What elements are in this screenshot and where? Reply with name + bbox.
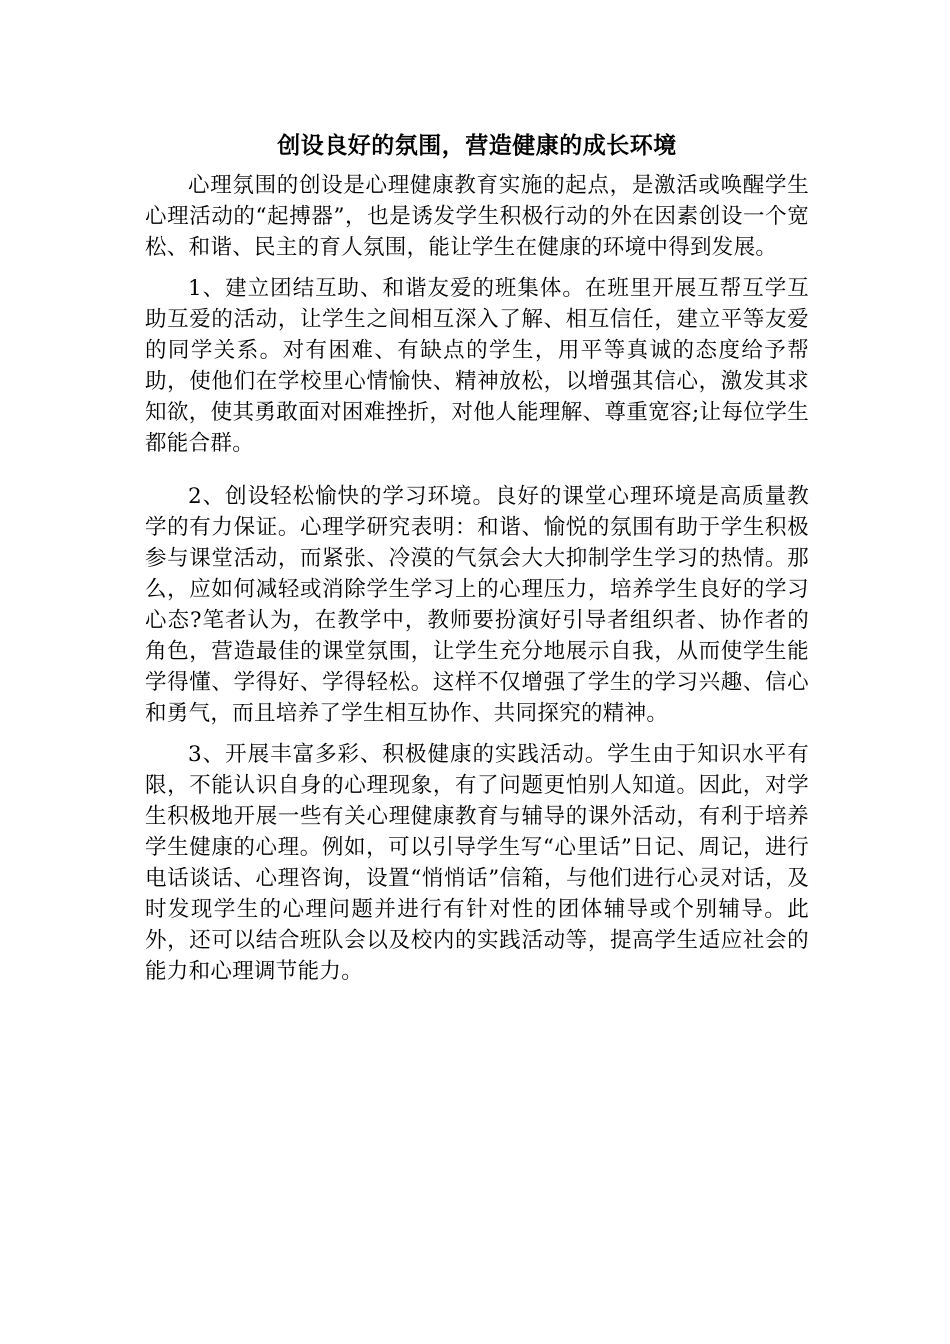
paragraph-2-learning-environment: 2、创设轻松愉快的学习环境。良好的课堂心理环境是高质量教学的有力保证。心理学研究表明：和谐、愉悦的氛围有助于学生积极参与课堂活动，而紧张、冷漠的气氛会大大抑制学生学习的热情。那么，应如何减轻或消除学生学习上的心理压力，培养学生良好的学习心态?笔者认为，在教学中，教师要扮演好引导者组织者、协作者的角色，营造最佳的课堂氛围，让学生充分地展示自我，从而使学生能学得懂、学得好、学得轻松。这样不仅增强了学生的学习兴趣、信心和勇气，而且培养了学生相互协作、共同探究的精神。 bbox=[145, 484, 809, 726]
document-page bbox=[145, 128, 809, 987]
paragraph-1-class-collective: 1、建立团结互助、和谐友爱的班集体。在班里开展互帮互学互助互爱的活动，让学生之间相互深入了解、相互信任，建立平等友爱的同学关系。对有困难、有缺点的学生，用平等真诚的态度给予帮助，使他们在学校里心情愉快、精神放松，以增强其信心，激发其求知欲，使其勇敢面对困难挫折，对他人能理解、尊重宽容;让每位学生都能合群。 bbox=[145, 276, 809, 456]
document-title: 创设良好的氛围，营造健康的成长环境 bbox=[277, 132, 677, 159]
paragraph-3-practice-activities: 3、开展丰富多彩、积极健康的实践活动。学生由于知识水平有限，不能认识自身的心理现象，有了问题更怕别人知道。因此，对学生积极地开展一些有关心理健康教育与辅导的课外活动，有利于培养学生健康的心理。例如，可以引导学生写“心里话”日记、周记，进行电话谈话、心理咨询，设置“悄悄话”信箱，与他们进行心灵对话，及时发现学生的心理问题并进行有针对性的团体辅导或个别辅导。此外，还可以结合班队会以及校内的实践活动等，提高学生适应社会的能力和心理调节能力。 bbox=[145, 742, 809, 984]
intro-paragraph: 心理氛围的创设是心理健康教育实施的起点，是激活或唤醒学生心理活动的“起搏器”，也是诱发学生积极行动的外在因素创设一个宽松、和谐、民主的育人氛围，能让学生在健康的环境中得到发展。 bbox=[145, 173, 809, 260]
